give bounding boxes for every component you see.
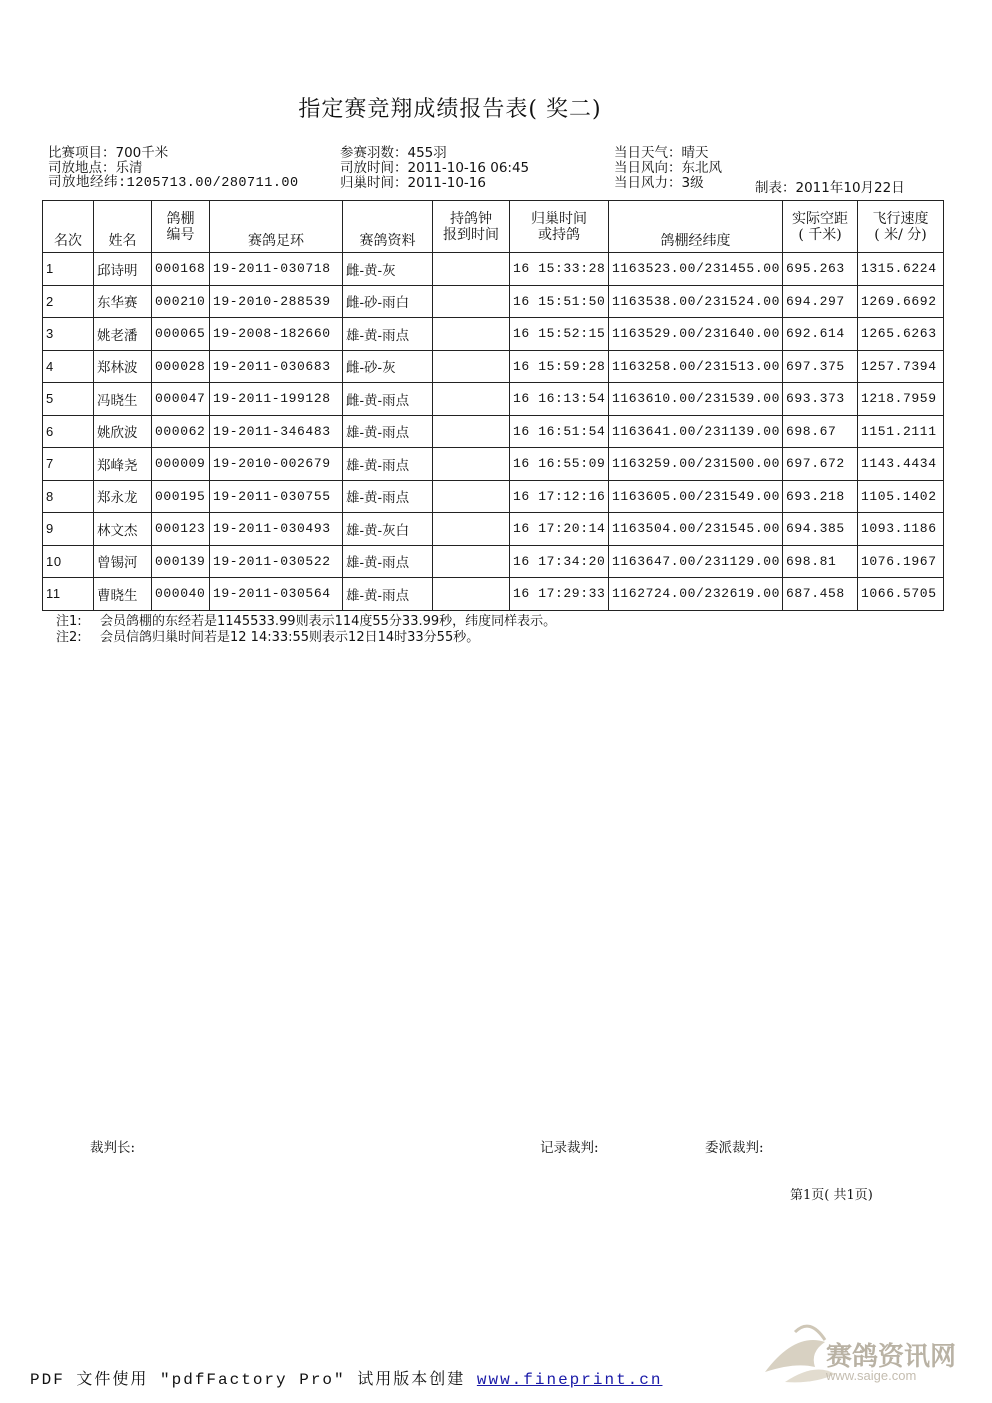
header-rank: 名次 xyxy=(43,201,94,253)
watermark-url: www.saige.com xyxy=(826,1368,917,1383)
cell-return-time: 16 15:51:50 xyxy=(510,285,609,318)
info-column-right xyxy=(614,146,722,191)
cell-loft-id: 000009 xyxy=(152,448,210,481)
cell-coords: 1163529.00/231640.00 xyxy=(609,318,783,351)
cell-coords: 1162724.00/232619.00 xyxy=(609,578,783,611)
table-row xyxy=(43,513,944,546)
cell-name: 曹晓生 xyxy=(94,578,152,611)
cell-loft-id: 000028 xyxy=(152,350,210,383)
cell-clock-time xyxy=(433,253,510,286)
cell-loft-id: 000047 xyxy=(152,383,210,416)
chief-referee-label: 裁判长: xyxy=(90,1140,136,1156)
cell-return-time: 16 17:34:20 xyxy=(510,545,609,578)
notes xyxy=(56,614,556,646)
cell-loft-id: 000168 xyxy=(152,253,210,286)
cell-distance: 694.385 xyxy=(783,513,858,546)
cell-rank: 7 xyxy=(43,448,94,481)
cell-return-time: 16 16:51:54 xyxy=(510,415,609,448)
cell-name: 姚老潘 xyxy=(94,318,152,351)
cell-speed: 1066.5705 xyxy=(858,578,944,611)
cell-loft-id: 000065 xyxy=(152,318,210,351)
cell-rank: 10 xyxy=(43,545,94,578)
cell-coords: 1163641.00/231139.00 xyxy=(609,415,783,448)
release-place-info: 司放地点：乐清 xyxy=(48,160,143,176)
cell-name: 郑峰尧 xyxy=(94,448,152,481)
cell-rank: 8 xyxy=(43,480,94,513)
cell-distance: 693.218 xyxy=(783,480,858,513)
cell-name: 林文杰 xyxy=(94,513,152,546)
cell-coords: 1163605.00/231549.00 xyxy=(609,480,783,513)
cell-name: 郑永龙 xyxy=(94,480,152,513)
cell-clock-time xyxy=(433,480,510,513)
header-speed: 飞行速度 ( 米/ 分) xyxy=(858,201,944,253)
table-row xyxy=(43,480,944,513)
cell-rank: 4 xyxy=(43,350,94,383)
event-info: 比赛项目：700千米 xyxy=(48,145,169,161)
wind-force-info: 当日风力：3级 xyxy=(614,175,704,191)
table-row xyxy=(43,285,944,318)
report-title: 指定赛竞翔成绩报告表( 奖二) xyxy=(298,97,602,122)
cell-loft-id: 000040 xyxy=(152,578,210,611)
cell-return-time: 16 17:29:33 xyxy=(510,578,609,611)
cell-rank: 5 xyxy=(43,383,94,416)
results-table xyxy=(42,200,944,611)
cell-coords: 1163538.00/231524.00 xyxy=(609,285,783,318)
cell-speed: 1315.6224 xyxy=(858,253,944,286)
cell-return-time: 16 15:52:15 xyxy=(510,318,609,351)
cell-loft-id: 000139 xyxy=(152,545,210,578)
cell-pigeon-info: 雄-黄-雨点 xyxy=(343,480,433,513)
cell-pigeon-info: 雄-黄-灰白 xyxy=(343,513,433,546)
made-date-info: 制表：2011年10月22日 xyxy=(755,180,905,196)
cell-coords: 1163647.00/231129.00 xyxy=(609,545,783,578)
cell-name: 冯晓生 xyxy=(94,383,152,416)
info-column-middle xyxy=(340,146,529,191)
cell-loft-id: 000195 xyxy=(152,480,210,513)
cell-coords: 1163523.00/231455.00 xyxy=(609,253,783,286)
cell-clock-time xyxy=(433,285,510,318)
cell-ring: 19-2011-346483 xyxy=(210,415,343,448)
cell-speed: 1093.1186 xyxy=(858,513,944,546)
recorder-referee-label: 记录裁判: xyxy=(540,1140,599,1156)
note-text: 会员鸽棚的东经若是1145533.99则表示114度55分33.99秒，纬度同样表示。 xyxy=(100,614,557,629)
cell-coords: 1163258.00/231513.00 xyxy=(609,350,783,383)
cell-ring: 19-2010-288539 xyxy=(210,285,343,318)
cell-distance: 694.297 xyxy=(783,285,858,318)
cell-speed: 1218.7959 xyxy=(858,383,944,416)
header-pigeon-info: 赛鸽资料 xyxy=(343,201,433,253)
cell-rank: 1 xyxy=(43,253,94,286)
table-header-row xyxy=(43,201,944,253)
page-number: 第1页( 共1页) xyxy=(790,1188,873,1203)
cell-speed: 1151.2111 xyxy=(858,415,944,448)
cell-name: 曾锡河 xyxy=(94,545,152,578)
cell-speed: 1269.6692 xyxy=(858,285,944,318)
cell-clock-time xyxy=(433,448,510,481)
cell-loft-id: 000210 xyxy=(152,285,210,318)
cell-distance: 692.614 xyxy=(783,318,858,351)
cell-distance: 693.373 xyxy=(783,383,858,416)
cell-speed: 1105.1402 xyxy=(858,480,944,513)
footer xyxy=(30,1366,662,1389)
note-1 xyxy=(56,614,556,630)
cell-loft-id: 000123 xyxy=(152,513,210,546)
cell-pigeon-info: 雌-黄-灰 xyxy=(343,253,433,286)
cell-return-time: 16 16:13:54 xyxy=(510,383,609,416)
header-clock-time: 持鸽钟 报到时间 xyxy=(433,201,510,253)
cell-clock-time xyxy=(433,350,510,383)
cell-rank: 3 xyxy=(43,318,94,351)
note-label: 注1: xyxy=(56,614,82,629)
cell-clock-time xyxy=(433,513,510,546)
cell-pigeon-info: 雄-黄-雨点 xyxy=(343,545,433,578)
appointed-referee-label: 委派裁判: xyxy=(705,1140,764,1156)
cell-ring: 19-2011-030564 xyxy=(210,578,343,611)
cell-rank: 11 xyxy=(43,578,94,611)
cell-name: 姚欣波 xyxy=(94,415,152,448)
watermark-name: 赛鸽资讯网 xyxy=(826,1342,957,1372)
cell-pigeon-info: 雌-黄-雨点 xyxy=(343,383,433,416)
cell-distance: 697.672 xyxy=(783,448,858,481)
cell-speed: 1265.6263 xyxy=(858,318,944,351)
return-time-info: 归巢时间：2011-10-16 xyxy=(340,175,486,191)
cell-distance: 698.81 xyxy=(783,545,858,578)
cell-speed: 1076.1967 xyxy=(858,545,944,578)
cell-ring: 19-2011-030718 xyxy=(210,253,343,286)
footer-text: PDF 文件使用 "pdfFactory Pro" 试用版本创建 xyxy=(30,1371,466,1389)
table-row xyxy=(43,545,944,578)
table-row xyxy=(43,318,944,351)
cell-pigeon-info: 雄-黄-雨点 xyxy=(343,318,433,351)
cell-ring: 19-2011-030755 xyxy=(210,480,343,513)
cell-return-time: 16 17:12:16 xyxy=(510,480,609,513)
header-coords: 鸽棚经纬度 xyxy=(609,201,783,253)
entries-info: 参赛羽数：455羽 xyxy=(340,145,447,161)
cell-clock-time xyxy=(433,578,510,611)
cell-speed: 1257.7394 xyxy=(858,350,944,383)
cell-clock-time xyxy=(433,545,510,578)
cell-distance: 695.263 xyxy=(783,253,858,286)
cell-clock-time xyxy=(433,383,510,416)
cell-rank: 6 xyxy=(43,415,94,448)
cell-ring: 19-2011-030683 xyxy=(210,350,343,383)
info-column-left xyxy=(48,146,299,191)
header-loft-id: 鸽棚 编号 xyxy=(152,201,210,253)
table-row xyxy=(43,415,944,448)
cell-distance: 697.375 xyxy=(783,350,858,383)
release-time-info: 司放时间：2011-10-16 06:45 xyxy=(340,160,530,176)
cell-name: 东华赛 xyxy=(94,285,152,318)
cell-loft-id: 000062 xyxy=(152,415,210,448)
cell-pigeon-info: 雄-黄-雨点 xyxy=(343,415,433,448)
header-name: 姓名 xyxy=(94,201,152,253)
cell-name: 邱诗明 xyxy=(94,253,152,286)
cell-speed: 1143.4434 xyxy=(858,448,944,481)
cell-ring: 19-2010-002679 xyxy=(210,448,343,481)
table-row xyxy=(43,448,944,481)
cell-return-time: 16 16:55:09 xyxy=(510,448,609,481)
cell-pigeon-info: 雌-砂-雨白 xyxy=(343,285,433,318)
weather-info: 当日天气：晴天 xyxy=(614,145,709,161)
wind-direction-info: 当日风向：东北风 xyxy=(614,160,722,176)
cell-ring: 19-2011-199128 xyxy=(210,383,343,416)
table-row xyxy=(43,350,944,383)
note-label: 注2: xyxy=(56,630,82,645)
cell-distance: 687.458 xyxy=(783,578,858,611)
cell-pigeon-info: 雌-砂-灰 xyxy=(343,350,433,383)
cell-name: 郑林波 xyxy=(94,350,152,383)
cell-clock-time xyxy=(433,415,510,448)
results-body xyxy=(43,253,944,611)
cell-pigeon-info: 雄-黄-雨点 xyxy=(343,578,433,611)
cell-ring: 19-2008-182660 xyxy=(210,318,343,351)
table-row xyxy=(43,383,944,416)
cell-return-time: 16 15:33:28 xyxy=(510,253,609,286)
cell-coords: 1163504.00/231545.00 xyxy=(609,513,783,546)
cell-distance: 698.67 xyxy=(783,415,858,448)
footer-link[interactable]: www.fineprint.cn xyxy=(476,1371,663,1389)
header-return-time: 归巢时间 或持鸽 xyxy=(510,201,609,253)
cell-return-time: 16 15:59:28 xyxy=(510,350,609,383)
release-coords-info: 司放地经纬:1205713.00/280711.00 xyxy=(48,176,299,191)
cell-ring: 19-2011-030522 xyxy=(210,545,343,578)
cell-coords: 1163259.00/231500.00 xyxy=(609,448,783,481)
table-row xyxy=(43,253,944,286)
note-2 xyxy=(56,630,556,646)
cell-coords: 1163610.00/231539.00 xyxy=(609,383,783,416)
cell-ring: 19-2011-030493 xyxy=(210,513,343,546)
cell-pigeon-info: 雄-黄-雨点 xyxy=(343,448,433,481)
note-text: 会员信鸽归巢时间若是12 14:33:55则表示12日14时33分55秒。 xyxy=(100,630,480,645)
cell-return-time: 16 17:20:14 xyxy=(510,513,609,546)
header-ring: 赛鸽足环 xyxy=(210,201,343,253)
table-row xyxy=(43,578,944,611)
cell-clock-time xyxy=(433,318,510,351)
cell-rank: 9 xyxy=(43,513,94,546)
header-distance: 实际空距 ( 千米) xyxy=(783,201,858,253)
cell-rank: 2 xyxy=(43,285,94,318)
